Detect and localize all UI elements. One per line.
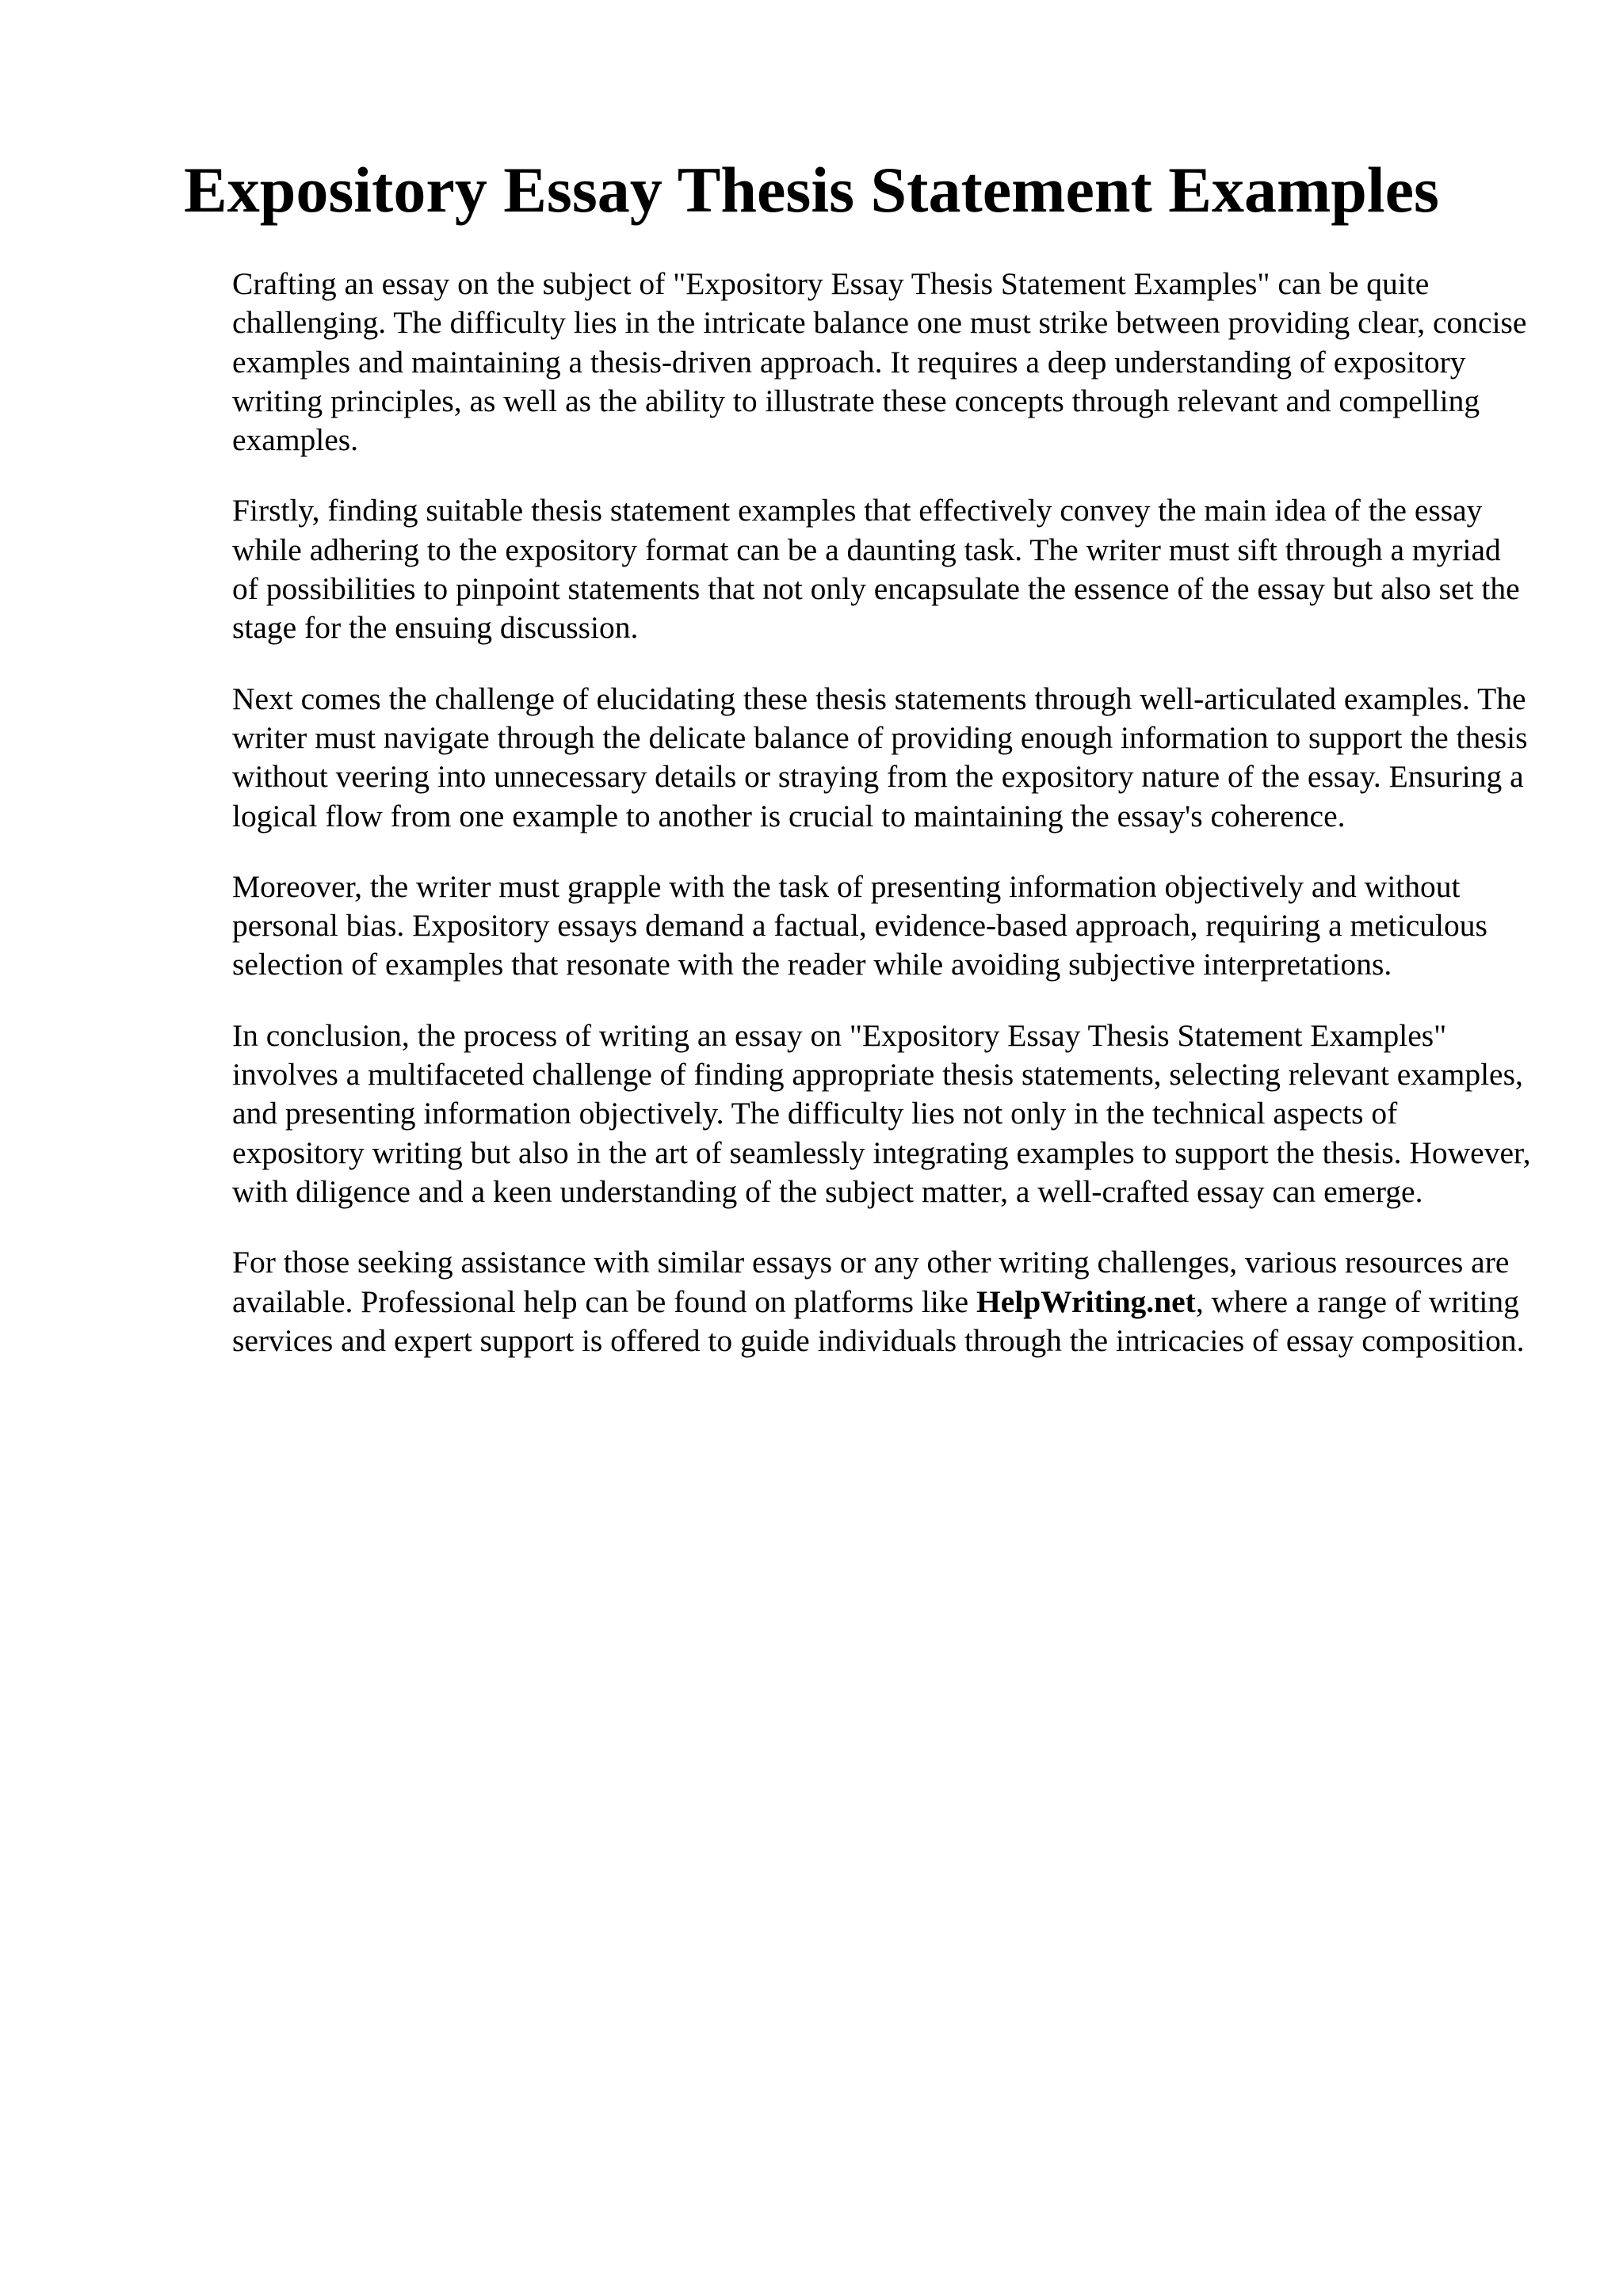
paragraph-firstly: Firstly, finding suitable thesis statement examples that effectively convey the main idea of the essay while adhering to the expository format can be a daunting task. The writer must sift through a myriad of possibilities to pinpoint statements that not only encapsulate the essence of the essay but also set the stage for the ensuing discussion. xyxy=(232,493,1520,646)
document-title: Expository Essay Thesis Statement Examples xyxy=(184,154,1439,226)
paragraph-conclusion: In conclusion, the process of writing an essay on "Expository Essay Thesis Statement Examples" involves a multifaceted challenge of finding appropriate thesis statements, selecting relevant examples, and presenting information objectively. The difficulty lies not only in the technical aspects of expository writing but also in the art of seamlessly integrating examples to support the thesis. However, with diligence and a keen understanding of the subject matter, a well-crafted essay can emerge. xyxy=(232,1017,1531,1209)
paragraph-moreover: Moreover, the writer must grapple with the task of presenting information objectively and without personal bias. Expository essays demand a factual, evidence-based approach, requiring a meticulous selection of examples that resonate with the reader while avoiding subjective interpretations. xyxy=(232,868,1487,982)
paragraph-closing xyxy=(232,1243,1532,1360)
closing-text-before-link: For those seeking assistance with similar essays or any other writing challenges, various resources are available. Professional help can be found on platforms like xyxy=(232,1245,1510,1319)
helpwriting-link[interactable]: HelpWriting.net xyxy=(976,1283,1196,1319)
document-body xyxy=(232,265,1532,1392)
closing-text-after-link: , where a range of writing services and expert support is offered to guide individuals through the intricacies of essay composition. xyxy=(232,1283,1525,1358)
paragraph-next: Next comes the challenge of elucidating these thesis statements through well-articulated examples. The writer must navigate through the delicate balance of providing enough information to support the thesis without veering into unnecessary details or straying from the expository nature of the essay. Ensuring a logical flow from one example to another is crucial to maintaining the essay's coherence. xyxy=(232,681,1528,833)
paragraph-intro: Crafting an essay on the subject of "Expository Essay Thesis Statement Examples" can be quite challenging. The difficulty lies in the intricate balance one must strike between providing clear, concise examples and maintaining a thesis-driven approach. It requires a deep understanding of expository writing principles, as well as the ability to illustrate these concepts through relevant and compelling examples. xyxy=(232,266,1527,458)
